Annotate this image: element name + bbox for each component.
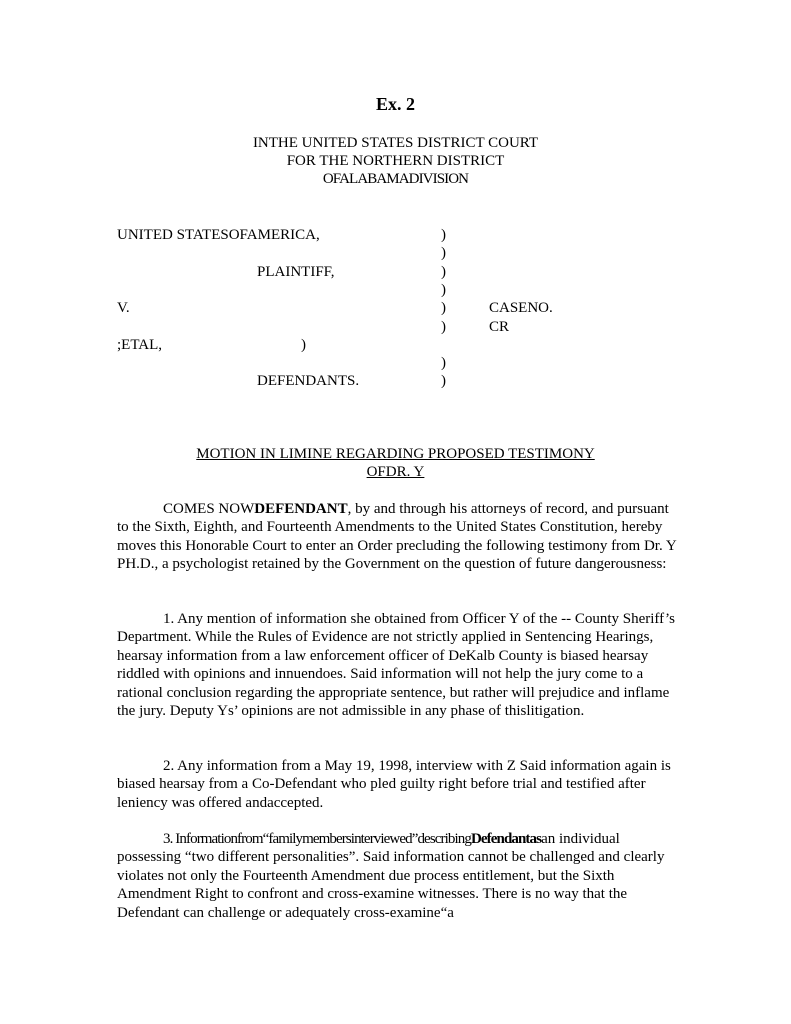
item-2-paragraph [117,757,679,812]
plaintiff-label: PLAINTIFF, [257,264,335,280]
versus: V. [117,300,130,316]
motion-title-line-2: OFDR. Y [366,464,425,480]
item-3-bold: Defendantas [470,831,542,847]
case-number-label: CASENO. [489,300,553,316]
caption-paren: ) [441,300,446,316]
case-cr-label: CR [489,319,510,335]
item-3-rest: an individual possessing “two different personalities”. Said information cannot be challenged and clearly violates not only the Fourteenth Amendment due process entitlement, but the Sixth Amendment Right to confront and cross-examine witnesses. There is no way that the Defendant can challenge or adequately cross-examine“a [117,831,665,921]
plaintiff-name: UNITED STATESOFAMERICA, [117,227,320,243]
item-1-text: 1. Any mention of information she obtained from Officer Y of the -- County Sheriff’s Department. While the Rules of Evidence are not strictly applied in Sentencing Hearings, hearsay information from a law enforcement officer of DeKalb County is biased hearsay riddled with opinions and innuendoes. Said information will not help the jury come to a rational conclusion regarding the appropriate sentence, but rather will prejudice and inflame the jury. Deputy Ys’ opinions are not admissible in any phase of thislitigation. [117,611,675,720]
caption-paren: ) [441,245,446,261]
intro-rest: , by and through his attorneys of record, and pursuant to the Sixth, Eighth, and Fourteenth Amendments to the United States Constitution, hereby moves this Honorable Court to enter an Order precluding the following testimony from Dr. Y PH.D., a psychologist retained by the Government on the question of future dangerousness: [117,501,677,573]
caption-paren: ) [301,337,306,353]
item-2-text: 2. Any information from a May 19, 1998, interview with Z Said information again is biased hearsay from a Co-Defendant who pled guilty right before trial and testified after leniency was offered andaccepted. [117,758,671,811]
defendant-name: ;ETAL, [117,337,163,353]
item-1-paragraph [117,610,679,720]
item-3-lead: 3. Informationfrom“familymembersinterviewed”describing [163,831,471,847]
caption-paren: ) [441,319,446,335]
caption-paren: ) [441,227,446,243]
caption-paren: ) [441,264,446,280]
caption-paren: ) [441,355,446,371]
exhibit-label: Ex. 2 [375,94,415,114]
intro-lead: COMES NOW [163,501,255,517]
item-3-paragraph [117,830,679,922]
defendant-label: DEFENDANTS. [257,373,360,389]
court-line-2: FOR THE NORTHERN DISTRICT [286,153,505,169]
motion-title-line-1: MOTION IN LIMINE REGARDING PROPOSED TESTIMONY [196,446,595,462]
court-line-1: INTHE UNITED STATES DISTRICT COURT [252,135,539,151]
intro-paragraph [117,500,679,574]
intro-defendant: DEFENDANT [254,501,348,517]
court-line-3: OFALABAMADIVISION [322,171,469,187]
caption-paren: ) [441,373,446,389]
caption-paren: ) [441,282,446,298]
